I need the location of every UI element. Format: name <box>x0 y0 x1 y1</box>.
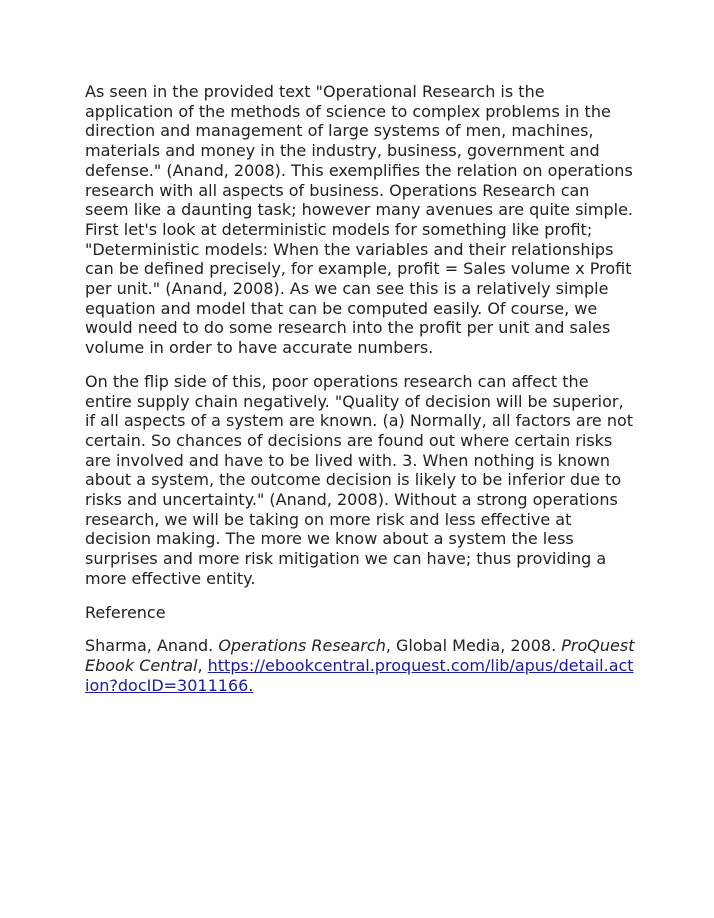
citation-publisher: , Global Media, 2008. <box>385 636 557 656</box>
reference-heading: Reference <box>85 602 166 622</box>
citation-separator: , <box>197 655 203 675</box>
paragraph-1: As seen in the provided text "Operational Research is the application of the methods of science to complex problems in the direction and management of large systems of men, machines, materials and money in the industry, business, government and defense." (Anand, 2008). This exemplifies the relation on operations research with all aspects of business. Operations Research can seem like a daunting task; however many avenues are quite simple. First let's look at deterministic models for something like profit; "Deterministic models: When the variables and their relationships can be defined precisely, for example, profit = Sales volume x Profit per unit." (Anand, 2008). As we can see this is a relatively simple equation and model that can be computed easily. Of course, we would need to do some research into the profit per unit and sales volume in order to have accurate numbers. <box>85 82 633 358</box>
document-body <box>85 82 637 695</box>
citation-link[interactable]: https://ebookcentral.proquest.com/lib/apus/detail.action?docID=3011166. <box>85 655 634 695</box>
paragraph-2: On the flip side of this, poor operations research can affect the entire supply chain negatively. "Quality of decision will be superior, if all aspects of a system are known. (a) Normally, all factors are not certain. So chances of decisions are found out where certain risks are involved and have to be lived with. 3. When nothing is known about a system, the outcome decision is likely to be inferior due to risks and uncertainty." (Anand, 2008). Without a strong operations research, we will be taking on more risk and less effective at decision making. The more we know about a system the less surprises and more risk mitigation we can have; thus providing a more effective entity. <box>85 371 634 588</box>
reference-citation <box>85 636 637 695</box>
citation-database: ProQuest Ebook Central <box>85 636 635 675</box>
citation-author: Sharma, Anand. <box>85 636 214 656</box>
citation-title: Operations Research <box>218 636 386 656</box>
